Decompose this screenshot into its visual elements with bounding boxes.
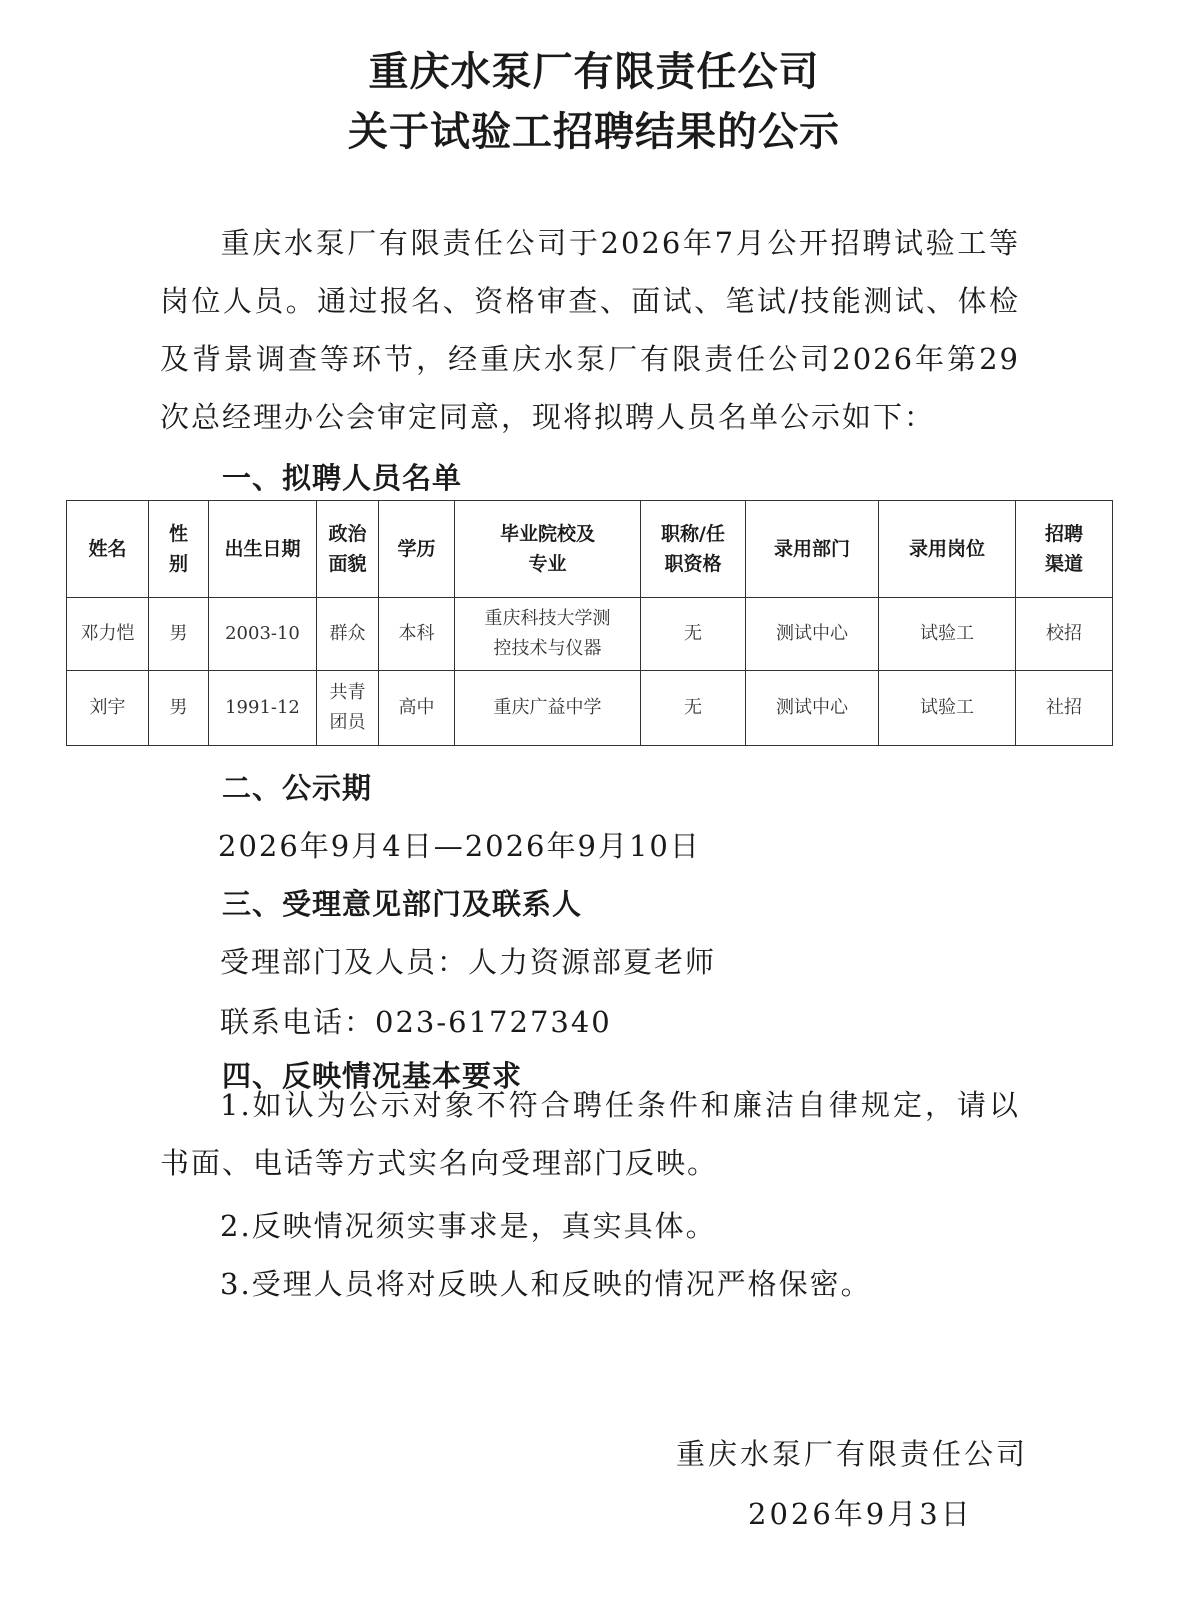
header-birth: 出生日期	[209, 501, 317, 598]
table-header-row	[67, 501, 1113, 598]
cell-birth: 1991-12	[209, 671, 317, 746]
section-heading-period: 二、公示期	[222, 771, 373, 805]
cell-qualification: 无	[641, 598, 746, 671]
cell-qualification: 无	[641, 671, 746, 746]
header-name: 姓名	[67, 501, 149, 598]
contact-department: 受理部门及人员：人力资源部夏老师	[220, 945, 717, 979]
cell-gender: 男	[149, 671, 209, 746]
cell-name: 刘宇	[67, 671, 149, 746]
cell-politics: 群众	[317, 598, 379, 671]
header-education: 学历	[379, 501, 455, 598]
intro-text: 重庆水泵厂有限责任公司于2026年7月公开招聘试验工等岗位人员。通过报名、资格审查、面试、笔试/技能测试、体检及背景调查等环节，经重庆水泵厂有限责任公司2026年第29次总经理办公会审定同意，现将拟聘人员名单公示如下：	[160, 226, 1020, 434]
table-row	[67, 671, 1113, 746]
cell-name: 邓力恺	[67, 598, 149, 671]
signature-date: 2026年9月3日	[748, 1497, 973, 1531]
cell-politics: 共青团员	[317, 671, 379, 746]
cell-birth: 2003-10	[209, 598, 317, 671]
table-row	[67, 598, 1113, 671]
header-position: 录用岗位	[879, 501, 1016, 598]
cell-position: 试验工	[879, 671, 1016, 746]
intro-paragraph	[160, 214, 1020, 446]
document-title-line2: 关于试验工招聘结果的公示	[348, 109, 840, 155]
cell-school-major: 重庆科技大学测控技术与仪器	[455, 598, 641, 671]
section-heading-requirements: 四、反映情况基本要求	[222, 1059, 523, 1093]
signature-organization: 重庆水泵厂有限责任公司	[676, 1437, 1029, 1471]
cell-position: 试验工	[879, 598, 1016, 671]
cell-school-major: 重庆广益中学	[455, 671, 641, 746]
header-qualification: 职称/任职资格	[641, 501, 746, 598]
cell-department: 测试中心	[746, 671, 879, 746]
cell-channel: 校招	[1016, 598, 1113, 671]
header-gender: 性别	[149, 501, 209, 598]
header-school-major: 毕业院校及专业	[455, 501, 641, 598]
cell-department: 测试中心	[746, 598, 879, 671]
section-heading-roster: 一、拟聘人员名单	[222, 461, 463, 495]
requirement-2: 2.反映情况须实事求是，真实具体。	[220, 1209, 717, 1243]
cell-education: 高中	[379, 671, 455, 746]
header-department: 录用部门	[746, 501, 879, 598]
cell-gender: 男	[149, 598, 209, 671]
header-politics: 政治面貌	[317, 501, 379, 598]
cell-channel: 社招	[1016, 671, 1113, 746]
candidate-table	[66, 500, 1113, 746]
requirement-1: 1.如认为公示对象不符合聘任条件和廉洁自律规定，请以书面、电话等方式实名向受理部门反映。	[160, 1088, 1020, 1180]
header-channel: 招聘渠道	[1016, 501, 1113, 598]
document-title-line1: 重庆水泵厂有限责任公司	[368, 49, 820, 95]
section-heading-contact: 三、受理意见部门及联系人	[222, 887, 583, 921]
publicity-period: 2026年9月4日—2026年9月10日	[218, 829, 701, 863]
cell-education: 本科	[379, 598, 455, 671]
contact-phone: 联系电话：023-61727340	[220, 1005, 612, 1039]
requirement-3: 3.受理人员将对反映人和反映的情况严格保密。	[220, 1267, 872, 1301]
